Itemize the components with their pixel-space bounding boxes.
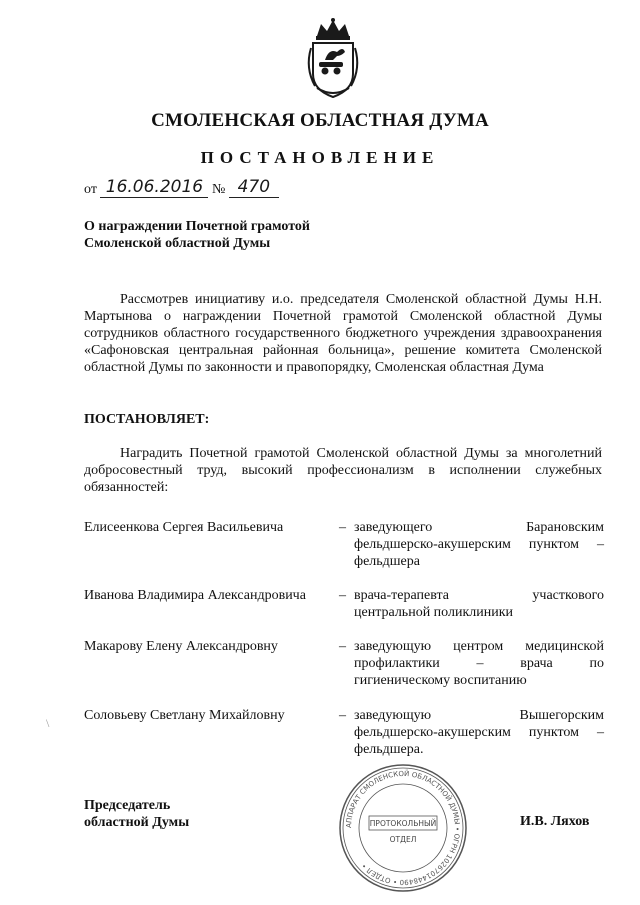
recipient-position xyxy=(354,638,604,689)
recipient-position xyxy=(354,519,604,570)
award-paragraph: Наградить Почетной грамотой Смоленской областной Думы за многолетний добросовестный труд, высокий профессионализм в исполнении служебных обязанностей: xyxy=(84,446,602,495)
position-line: гигиеническому воспитанию xyxy=(354,673,527,688)
subject-line: О награждении Почетной грамотой xyxy=(84,219,310,234)
stamp-center-line: ПРОТОКОЛЬНЫЙ xyxy=(369,819,437,828)
position-line: заведующего Барановским xyxy=(354,520,604,535)
recipient-dash: – xyxy=(339,520,346,535)
recipient-name: Елисеенкова Сергея Васильевича xyxy=(84,520,284,535)
date-value: 16.06.2016 xyxy=(100,177,208,198)
position-line: врача-терапевта участкового xyxy=(354,588,604,603)
stamp-ring-text: АППАРАТ СМОЛЕНСКОЙ ОБЛАСТНОЙ ДУМЫ • ОГРН 1026701448490 • ОТДЕЛ • xyxy=(344,769,462,887)
position-line: заведующую Вышегорским xyxy=(354,708,604,723)
recipient-name: Соловьеву Светлану Михайловну xyxy=(84,708,285,723)
document-subject xyxy=(84,218,310,252)
smolensk-coat-of-arms xyxy=(303,18,363,100)
signer-title-line: областной Думы xyxy=(84,815,190,830)
position-line: центральной поликлиники xyxy=(354,605,514,620)
document-type: ПОСТАНОВЛЕНИЕ xyxy=(200,148,440,167)
position-line: фельдшерско-акушерским пунктом – xyxy=(354,537,604,552)
position-line: фельдшера. xyxy=(354,742,424,757)
signer-name: И.В. Ляхов xyxy=(520,814,590,829)
recipient-dash: – xyxy=(339,708,346,723)
subject-line: Смоленской областной Думы xyxy=(84,236,271,251)
official-stamp xyxy=(337,762,469,894)
number-prefix: № xyxy=(211,182,226,197)
scan-mark: \ xyxy=(46,716,50,730)
signer-title xyxy=(84,797,189,831)
recipient-name: Иванова Владимира Александровича xyxy=(84,588,306,603)
position-line: фельдшера xyxy=(354,554,420,569)
decree-heading: ПОСТАНОВЛЯЕТ: xyxy=(84,412,210,427)
date-prefix: от xyxy=(84,182,97,197)
recipient-dash: – xyxy=(339,639,346,654)
recipient-position xyxy=(354,587,604,621)
position-line: фельдшерско-акушерским пунктом – xyxy=(354,725,604,740)
stamp-center-line: ОТДЕЛ xyxy=(389,835,417,844)
number-value: 470 xyxy=(229,177,279,198)
recipient-name: Макарову Елену Александровну xyxy=(84,639,278,654)
recipient-dash: – xyxy=(339,588,346,603)
position-line: профилактики – врача по xyxy=(354,656,604,671)
document-date-number xyxy=(84,177,279,198)
signer-title-line: Председатель xyxy=(84,798,171,813)
preamble-paragraph: Рассмотрев инициативу и.о. председателя Смоленской областной Думы Н.Н. Мартынова о награждении Почетной грамотой Смоленской областной Думы сотрудников областного государственного бюджетного учреждения здравоохранения «Сафоновская центральная районная больница», решение комитета Смоленской областной Думы по законности и правопорядку, Смоленская областная Дума xyxy=(84,292,602,375)
position-line: заведующую центром медицинской xyxy=(354,639,604,654)
recipient-position xyxy=(354,707,604,758)
organization-name: СМОЛЕНСКАЯ ОБЛАСТНАЯ ДУМА xyxy=(151,110,489,131)
